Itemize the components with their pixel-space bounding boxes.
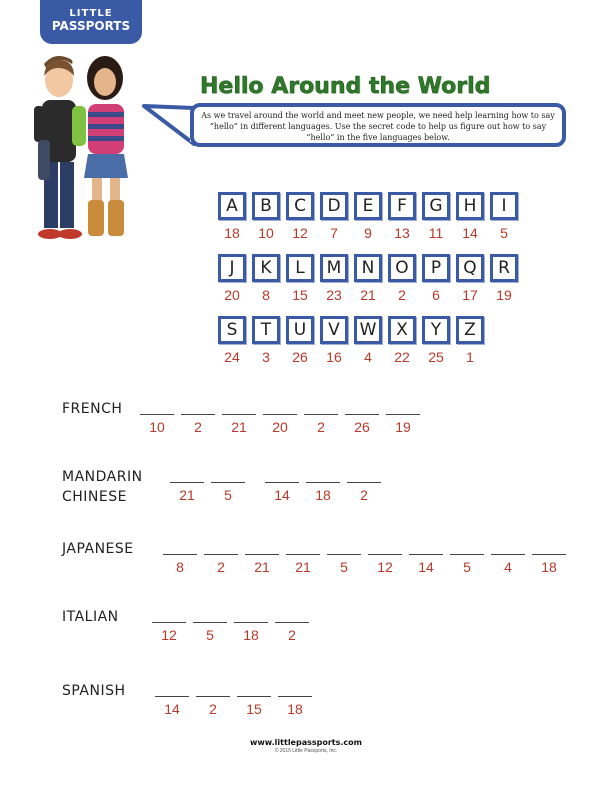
letter-code: 5 [500, 225, 508, 241]
code-cell [249, 254, 283, 303]
answer-blank[interactable]: 14 [265, 482, 299, 503]
answer-blank[interactable]: 21 [286, 554, 320, 575]
letter-code: 22 [394, 349, 410, 365]
letter-tile: M [320, 254, 348, 282]
letter-code: 10 [258, 225, 274, 241]
letter-tile: J [218, 254, 246, 282]
letter-tile: N [354, 254, 382, 282]
answer-blank[interactable]: 26 [345, 414, 379, 435]
code-cell [283, 316, 317, 365]
instructions-text: As we travel around the world and meet new people, we need help learning how to say “hello” in different languages. Use the secret code to help us figure out how to say “hello” in the five languages below. [201, 111, 555, 142]
letter-tile: U [286, 316, 314, 344]
answer-slots [140, 414, 427, 435]
code-cell [453, 316, 487, 365]
footer [0, 738, 612, 754]
answer-blank[interactable]: 21 [222, 414, 256, 435]
letter-tile: E [354, 192, 382, 220]
letter-code: 26 [292, 349, 308, 365]
code-cell [419, 316, 453, 365]
answer-blank[interactable]: 5 [211, 482, 245, 503]
code-row [215, 316, 487, 365]
letter-code: 16 [326, 349, 342, 365]
logo-line-1: LITTLE [69, 8, 113, 19]
code-cell [385, 254, 419, 303]
letter-tile: F [388, 192, 416, 220]
letter-tile: W [354, 316, 382, 344]
answer-blank[interactable]: 4 [491, 554, 525, 575]
letter-tile: V [320, 316, 348, 344]
letter-code: 15 [292, 287, 308, 303]
code-cell [419, 192, 453, 241]
letter-tile: G [422, 192, 450, 220]
answer-slots [170, 482, 388, 503]
answer-blank[interactable]: 2 [196, 696, 230, 717]
answer-blank[interactable]: 12 [368, 554, 402, 575]
letter-code: 8 [262, 287, 270, 303]
letter-code: 21 [360, 287, 376, 303]
answer-blank[interactable]: 19 [386, 414, 420, 435]
code-row [215, 254, 521, 303]
code-cell [453, 254, 487, 303]
letter-code: 13 [394, 225, 410, 241]
answer-slots [163, 554, 573, 575]
letter-tile: I [490, 192, 518, 220]
letter-tile: K [252, 254, 280, 282]
code-row [215, 192, 521, 241]
code-cell [215, 192, 249, 241]
letter-code: 1 [466, 349, 474, 365]
answer-blank[interactable]: 14 [155, 696, 189, 717]
letter-tile: S [218, 316, 246, 344]
letter-code: 9 [364, 225, 372, 241]
letter-code: 12 [292, 225, 308, 241]
letter-tile: Y [422, 316, 450, 344]
answer-blank[interactable]: 21 [245, 554, 279, 575]
code-cell [419, 254, 453, 303]
code-cell [487, 254, 521, 303]
code-cell [385, 316, 419, 365]
page-title: Hello Around the World [200, 74, 491, 99]
code-cell [249, 316, 283, 365]
code-cell [487, 192, 521, 241]
answer-blank[interactable]: 18 [234, 622, 268, 643]
letter-tile: D [320, 192, 348, 220]
letter-tile: L [286, 254, 314, 282]
answer-blank[interactable]: 2 [204, 554, 238, 575]
letter-code: 24 [224, 349, 240, 365]
letter-tile: R [490, 254, 518, 282]
letter-code: 14 [462, 225, 478, 241]
code-cell [385, 192, 419, 241]
answer-blank[interactable]: 12 [152, 622, 186, 643]
logo-line-2: PASSPORTS [51, 19, 131, 33]
language-label: MANDARIN [62, 469, 143, 485]
letter-code: 25 [428, 349, 444, 365]
code-cell [249, 192, 283, 241]
answer-blank[interactable]: 18 [278, 696, 312, 717]
answer-blank[interactable]: 2 [347, 482, 381, 503]
code-cell [317, 316, 351, 365]
language-label: ITALIAN [62, 609, 119, 625]
letter-code: 7 [330, 225, 338, 241]
letter-tile: O [388, 254, 416, 282]
answer-slots [152, 622, 316, 643]
letter-tile: Q [456, 254, 484, 282]
letter-tile: T [252, 316, 280, 344]
letter-tile: C [286, 192, 314, 220]
little-passports-logo [40, 0, 142, 44]
language-label: FRENCH [62, 401, 123, 417]
answer-slots [155, 696, 319, 717]
answer-blank[interactable]: 18 [306, 482, 340, 503]
letter-tile: X [388, 316, 416, 344]
answer-blank[interactable]: 20 [263, 414, 297, 435]
copyright-notice: © 2015 Little Passports, Inc. [274, 748, 338, 754]
answer-blank[interactable]: 5 [327, 554, 361, 575]
letter-code: 20 [224, 287, 240, 303]
code-cell [453, 192, 487, 241]
code-cell [283, 192, 317, 241]
code-cell [351, 316, 385, 365]
answer-blank[interactable]: 2 [275, 622, 309, 643]
answer-blank[interactable]: 8 [163, 554, 197, 575]
letter-code: 6 [432, 287, 440, 303]
letter-code: 2 [398, 287, 406, 303]
letter-tile: P [422, 254, 450, 282]
letter-code: 11 [428, 225, 444, 241]
answer-blank[interactable]: 15 [237, 696, 271, 717]
letter-tile: H [456, 192, 484, 220]
letter-code: 18 [224, 225, 240, 241]
answer-blank[interactable]: 2 [181, 414, 215, 435]
speech-bubble-tail [140, 104, 196, 148]
letter-code: 17 [462, 287, 478, 303]
language-label: JAPANESE [62, 541, 134, 557]
letter-code: 4 [364, 349, 372, 365]
code-cell [351, 254, 385, 303]
code-cell [283, 254, 317, 303]
letter-code: 23 [326, 287, 342, 303]
letter-tile: A [218, 192, 246, 220]
instructions-bubble [190, 103, 566, 147]
code-cell [215, 254, 249, 303]
letter-tile: Z [456, 316, 484, 344]
answer-blank[interactable]: 21 [170, 482, 204, 503]
answer-blank[interactable]: 5 [193, 622, 227, 643]
answer-blank[interactable]: 18 [532, 554, 566, 575]
answer-blank[interactable]: 14 [409, 554, 443, 575]
website-url: www.littlepassports.com [249, 738, 362, 747]
language-label: SPANISH [62, 683, 126, 699]
answer-blank[interactable]: 2 [304, 414, 338, 435]
language-label: CHINESE [62, 489, 127, 505]
letter-code: 19 [496, 287, 512, 303]
kids-illustration [28, 50, 138, 250]
letter-code: 3 [262, 349, 270, 365]
code-cell [317, 192, 351, 241]
code-cell [215, 316, 249, 365]
code-cell [351, 192, 385, 241]
answer-blank[interactable]: 10 [140, 414, 174, 435]
answer-blank[interactable]: 5 [450, 554, 484, 575]
letter-tile: B [252, 192, 280, 220]
code-cell [317, 254, 351, 303]
